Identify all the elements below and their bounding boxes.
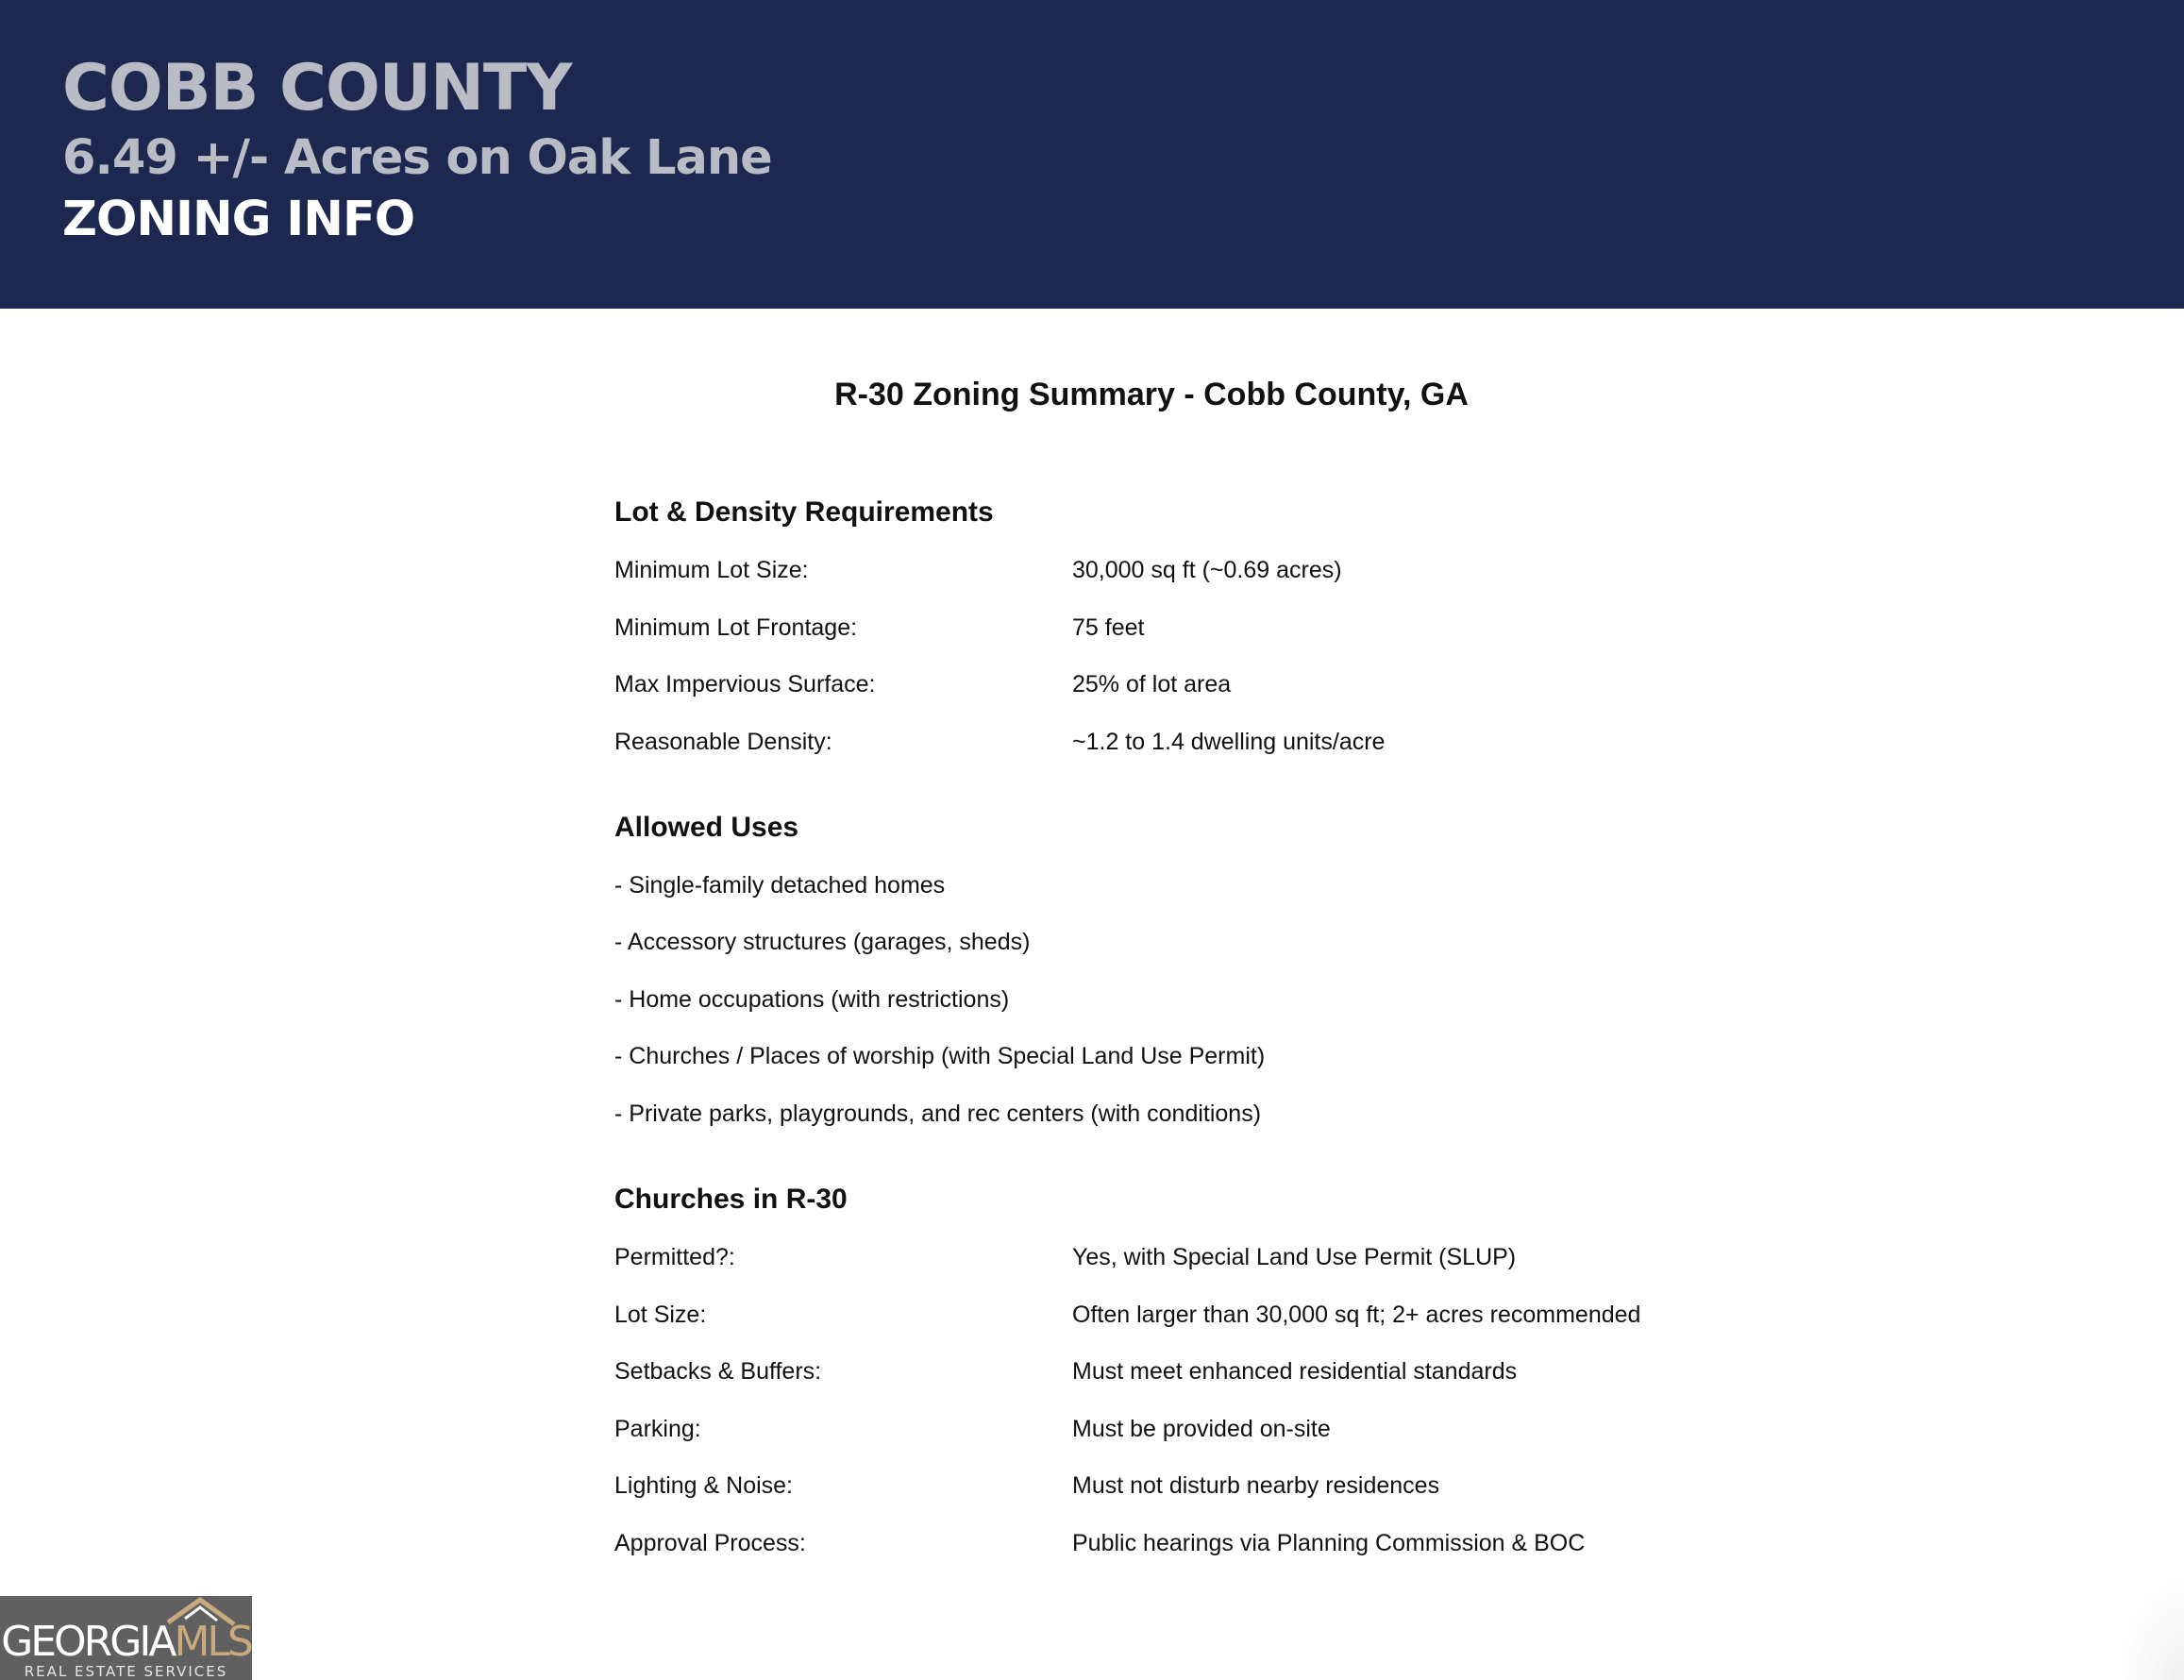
churches-label: Permitted?: xyxy=(614,1244,735,1270)
churches-label: Lighting & Noise: xyxy=(614,1472,794,1499)
document-title: R-30 Zoning Summary - Cobb County, GA xyxy=(834,377,1469,412)
churches-value: Must not disturb nearby residences xyxy=(1072,1472,1440,1499)
lot-density-label: Minimum Lot Frontage: xyxy=(614,614,858,641)
logo-brand-accent: MLS xyxy=(174,1618,251,1666)
churches-value: Must meet enhanced residential standards xyxy=(1072,1358,1518,1385)
lot-density-label: Max Impervious Surface: xyxy=(614,671,876,697)
lot-density-value: ~1.2 to 1.4 dwelling units/acre xyxy=(1072,729,1386,755)
allowed-uses-heading: Allowed Uses xyxy=(614,812,799,843)
lot-density-value: 75 feet xyxy=(1072,614,1145,641)
header-banner xyxy=(0,0,2184,309)
allowed-use-item: - Private parks, playgrounds, and rec centers (with conditions) xyxy=(614,1100,1262,1127)
county-title: COBB COUNTY xyxy=(62,51,572,126)
churches-label: Parking: xyxy=(614,1416,701,1442)
churches-value: Must be provided on-site xyxy=(1072,1416,1331,1442)
churches-value: Often larger than 30,000 sq ft; 2+ acres recommended xyxy=(1072,1302,1641,1328)
churches-label: Setbacks & Buffers: xyxy=(614,1358,822,1385)
churches-heading: Churches in R-30 xyxy=(614,1184,848,1215)
allowed-use-item: - Accessory structures (garages, sheds) xyxy=(614,929,1031,955)
allowed-use-item: - Single-family detached homes xyxy=(614,872,946,899)
property-subtitle: 6.49 +/- Acres on Oak Lane xyxy=(62,130,772,186)
georgia-mls-logo xyxy=(0,1596,252,1680)
section-title: ZONING INFO xyxy=(62,192,415,247)
lot-density-label: Minimum Lot Size: xyxy=(614,557,809,583)
lot-density-value: 25% of lot area xyxy=(1072,671,1232,697)
logo-wordmark xyxy=(0,1618,252,1666)
allowed-use-item: - Churches / Places of worship (with Special Land Use Permit) xyxy=(614,1043,1266,1069)
lot-density-heading: Lot & Density Requirements xyxy=(614,496,994,528)
allowed-use-item: - Home occupations (with restrictions) xyxy=(614,986,1010,1013)
churches-label: Approval Process: xyxy=(614,1530,806,1556)
logo-tagline: REAL ESTATE SERVICES xyxy=(24,1663,228,1680)
lot-density-label: Reasonable Density: xyxy=(614,729,832,755)
page-corner-shadow xyxy=(2118,1576,2184,1680)
churches-value: Yes, with Special Land Use Permit (SLUP) xyxy=(1072,1244,1517,1270)
churches-value: Public hearings via Planning Commission & BOC xyxy=(1072,1530,1586,1556)
logo-brand: GEORGIA xyxy=(1,1618,175,1666)
lot-density-value: 30,000 sq ft (~0.69 acres) xyxy=(1072,557,1342,583)
churches-label: Lot Size: xyxy=(614,1302,707,1328)
